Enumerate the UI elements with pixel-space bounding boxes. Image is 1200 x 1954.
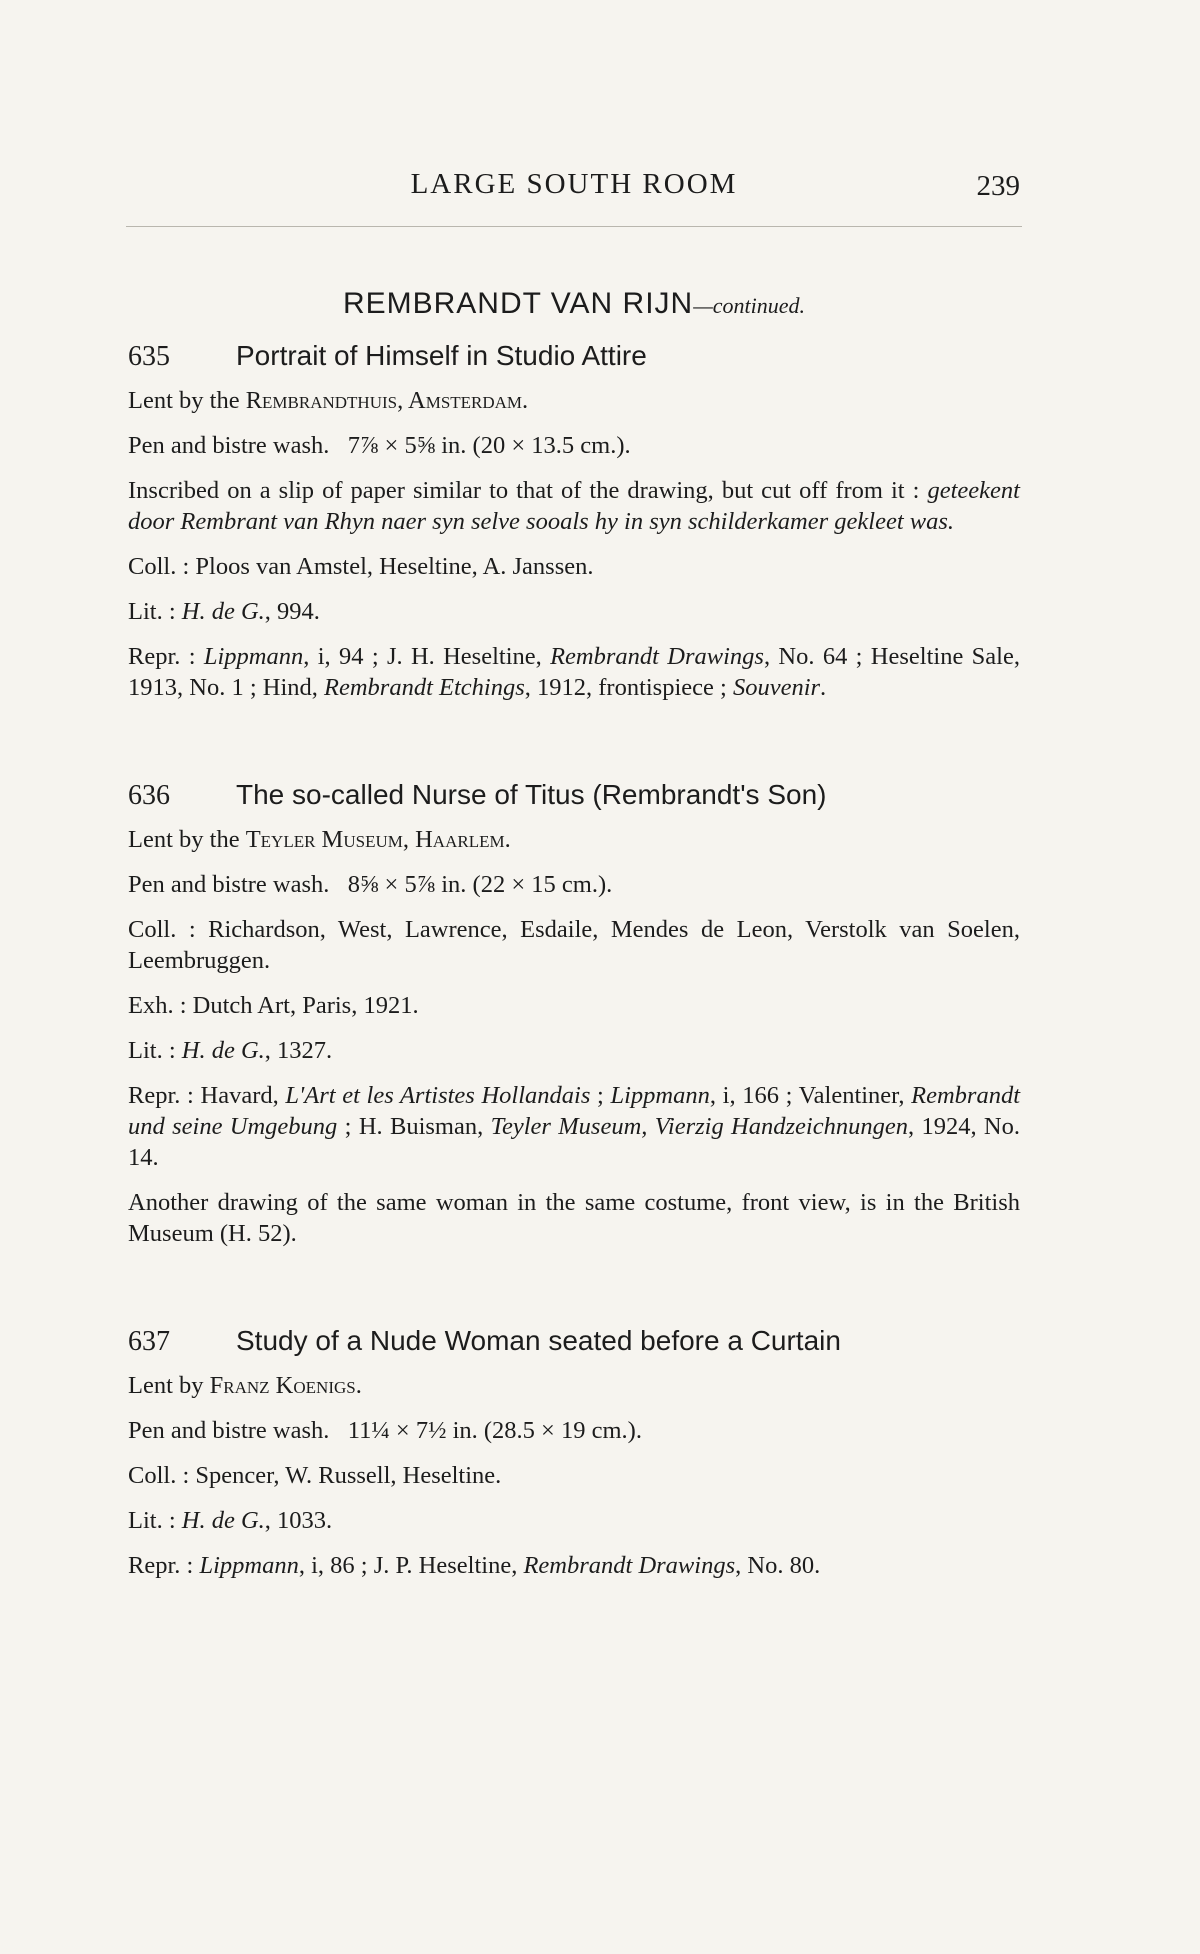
dimensions: 11¼ × 7½ in. (28.5 × 19 cm.). bbox=[347, 1417, 642, 1444]
lender-prefix: Lent by bbox=[128, 1372, 210, 1399]
repr-title: Souvenir bbox=[732, 674, 821, 701]
repr-text: , No. 80. bbox=[735, 1552, 821, 1579]
entry-spacer bbox=[128, 1263, 1020, 1321]
entry-heading bbox=[128, 336, 1020, 377]
repr-text: Repr. : bbox=[128, 643, 204, 670]
medium-line bbox=[128, 1415, 1020, 1446]
entry-number: 635 bbox=[128, 341, 170, 372]
entry-title: Portrait of Himself in Studio Attire bbox=[236, 340, 647, 371]
lender-name: Franz Koenigs. bbox=[209, 1372, 362, 1399]
artist-heading bbox=[128, 284, 1020, 326]
repr-title: Rembrandt Etchings bbox=[324, 674, 525, 701]
lender-prefix: Lent by the bbox=[128, 387, 246, 414]
repr-title: Lippmann bbox=[199, 1552, 299, 1579]
reproductions-line bbox=[128, 641, 1020, 703]
lender-line bbox=[128, 1370, 1020, 1401]
medium-line bbox=[128, 430, 1020, 461]
lit-prefix: Lit. : bbox=[128, 1507, 182, 1534]
repr-text: , No. 64 ; Heseltine Sale, 1913, No. 1 ; Hind, bbox=[128, 643, 1020, 701]
repr-title: Rembrandt und seine Umgebung bbox=[128, 1082, 1021, 1140]
repr-text: , i, 166 ; Valentiner, bbox=[709, 1082, 912, 1109]
header-rule bbox=[126, 226, 1022, 227]
entry-heading bbox=[128, 1321, 1020, 1362]
catalogue-entry-637 bbox=[128, 1321, 1020, 1581]
repr-text: , 1924, No. 14. bbox=[128, 1113, 1020, 1171]
reproductions-line bbox=[128, 1550, 1020, 1581]
lit-italic: H. de G. bbox=[181, 1507, 265, 1534]
repr-title: Rembrandt Drawings bbox=[523, 1552, 736, 1579]
reproductions-line bbox=[128, 1080, 1020, 1173]
repr-title: L'Art et les Artistes Hollandais bbox=[285, 1082, 591, 1109]
repr-text: Repr. : Havard, bbox=[128, 1082, 286, 1109]
entry-number: 636 bbox=[128, 780, 170, 811]
lender-name: Teyler Museum, Haarlem. bbox=[245, 826, 511, 853]
collection-line: Coll. : Ploos van Amstel, Heseltine, A. Janssen. bbox=[128, 553, 594, 580]
entry-title: The so-called Nurse of Titus (Rembrandt's Son) bbox=[236, 779, 827, 810]
lit-suffix: , 1327. bbox=[264, 1037, 333, 1064]
repr-title: Rembrandt Drawings bbox=[550, 643, 764, 670]
page-body bbox=[128, 284, 1020, 1595]
note-paragraph: Another drawing of the same woman in the same costume, front view, is in the British Museum (H. 52). bbox=[128, 1189, 1020, 1247]
literature-line bbox=[128, 596, 1020, 627]
repr-text: , 1912, frontispiece ; bbox=[524, 674, 733, 701]
entry-spacer bbox=[128, 717, 1020, 775]
medium: Pen and bistre wash. bbox=[128, 871, 330, 898]
entry-heading bbox=[128, 775, 1020, 816]
lender-prefix: Lent by the bbox=[128, 826, 246, 853]
repr-title: Lippmann bbox=[610, 1082, 710, 1109]
medium: Pen and bistre wash. bbox=[128, 1417, 330, 1444]
inscription-prefix: Inscribed on a slip of paper similar to that of the drawing, but cut off from it : bbox=[128, 477, 928, 504]
lender-name: Rembrandthuis, Amsterdam. bbox=[245, 387, 529, 414]
repr-text: ; H. Buisman, bbox=[337, 1113, 491, 1140]
repr-title: Lippmann bbox=[203, 643, 304, 670]
lit-suffix: , 994. bbox=[264, 598, 320, 625]
repr-text: . bbox=[820, 674, 827, 701]
running-head bbox=[128, 168, 1020, 208]
collection-line: Coll. : Spencer, W. Russell, Heseltine. bbox=[128, 1462, 502, 1489]
repr-text: , i, 86 ; J. P. Heseltine, bbox=[298, 1552, 524, 1579]
repr-text: , i, 94 ; J. H. Heseltine, bbox=[303, 643, 551, 670]
entry-title: Study of a Nude Woman seated before a Curtain bbox=[236, 1325, 841, 1356]
artist-name: REMBRANDT VAN RIJN bbox=[342, 287, 694, 320]
collection-line: Coll. : Richardson, West, Lawrence, Esdaile, Mendes de Leon, Verstolk van Soelen, Leembruggen. bbox=[128, 916, 1020, 974]
medium-line bbox=[128, 869, 1020, 900]
lit-prefix: Lit. : bbox=[128, 1037, 182, 1064]
dimensions: 7⅞ × 5⅝ in. (20 × 13.5 cm.). bbox=[347, 432, 631, 459]
lender-line bbox=[128, 824, 1020, 855]
entry-number: 637 bbox=[128, 1326, 170, 1357]
catalogue-entry-635 bbox=[128, 336, 1020, 703]
literature-line bbox=[128, 1505, 1020, 1536]
continued-label: —continued. bbox=[693, 293, 806, 318]
lender-line bbox=[128, 385, 1020, 416]
running-title: LARGE SOUTH ROOM bbox=[410, 168, 738, 200]
repr-text: ; bbox=[590, 1082, 611, 1109]
lit-prefix: Lit. : bbox=[128, 598, 182, 625]
lit-suffix: , 1033. bbox=[264, 1507, 333, 1534]
lit-italic: H. de G. bbox=[181, 1037, 265, 1064]
repr-text: Repr. : bbox=[128, 1552, 200, 1579]
catalogue-entry-636 bbox=[128, 775, 1020, 1249]
inscription-text: geteekent door Rembrant van Rhyn naer syn selve sooals hy in syn schilderkamer gekleet was. bbox=[128, 477, 1020, 535]
repr-title: Teyler Museum, Vierzig Handzeichnungen bbox=[490, 1113, 908, 1140]
page-number: 239 bbox=[976, 170, 1020, 202]
inscription-paragraph bbox=[128, 475, 1020, 537]
lit-italic: H. de G. bbox=[181, 598, 265, 625]
medium: Pen and bistre wash. bbox=[128, 432, 330, 459]
dimensions: 8⅝ × 5⅞ in. (22 × 15 cm.). bbox=[347, 871, 613, 898]
exhibition-line: Exh. : Dutch Art, Paris, 1921. bbox=[128, 992, 419, 1019]
literature-line bbox=[128, 1035, 1020, 1066]
